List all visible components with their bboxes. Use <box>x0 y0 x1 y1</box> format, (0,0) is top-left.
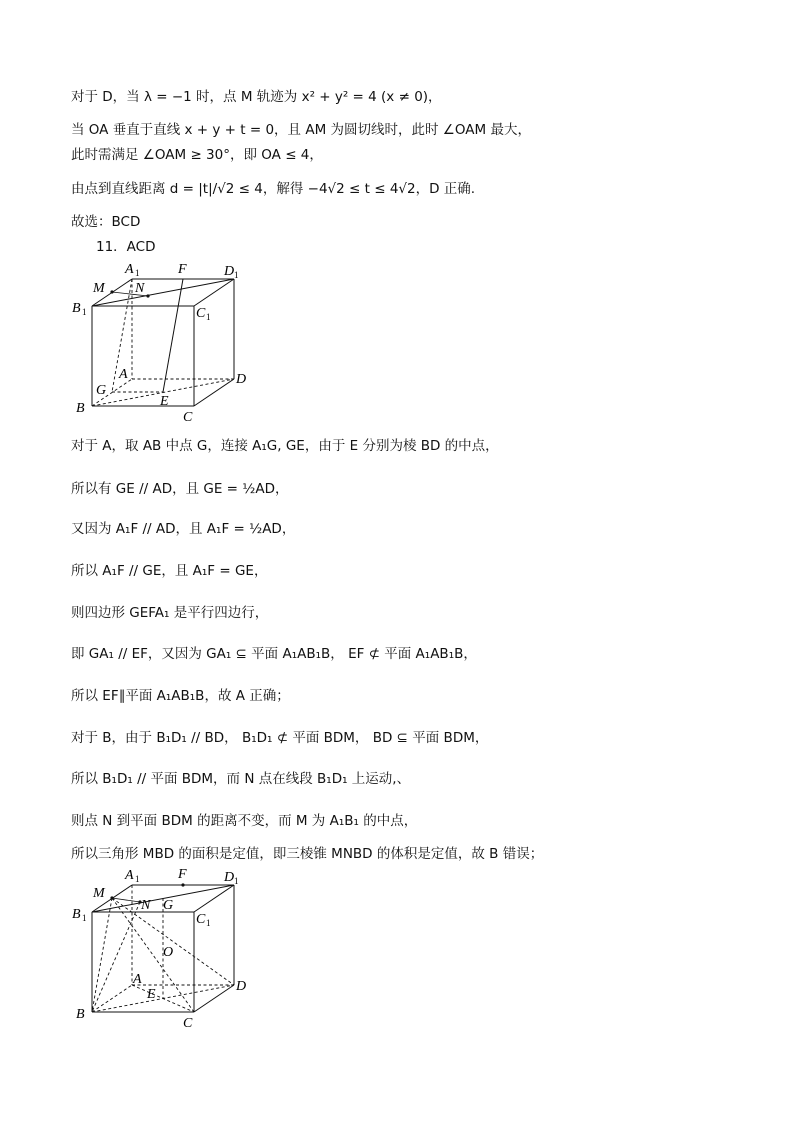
text-line-8: 又因为 A₁F // AD，且 A₁F = ½AD， <box>71 521 296 537</box>
fig1-label-c1-sub: 1 <box>206 312 211 322</box>
text-line-5: 故选：BCD <box>71 214 141 230</box>
fig2-point-f <box>181 883 184 886</box>
fig1-point-n <box>146 294 149 297</box>
text-line-2: 当 OA 垂直于直线 x + y + t = 0，且 AM 为圆切线时，此时 ∠OAM 最大， <box>71 122 531 138</box>
fig1-label-d: D <box>236 372 247 387</box>
fig2-hidden-ac <box>132 985 194 1012</box>
fig1-edge <box>194 379 234 406</box>
fig2-label-b1-sub: 1 <box>82 913 87 923</box>
fig2-label-f: F <box>178 867 187 882</box>
fig2-label-a1-sub: 1 <box>135 874 140 884</box>
text-line-3: 此时需满足 ∠OAM ≥ 30°，即 OA ≤ 4， <box>71 147 323 163</box>
fig1-label-c1: C <box>196 306 206 321</box>
text-line-9: 所以 A₁F // GE，且 A₁F = GE， <box>71 563 268 579</box>
fig2-label-c1: C <box>196 912 206 927</box>
fig2-label-e: E <box>147 987 156 1002</box>
fig1-label-d1-sub: 1 <box>234 270 239 280</box>
text-line-15: 则点 N 到平面 BDM 的距离不变，而 M 为 A₁B₁ 的中点， <box>71 813 418 829</box>
fig1-label-a: A <box>119 367 128 382</box>
fig1-label-c: C <box>183 410 193 425</box>
fig1-label-a1: A <box>125 262 134 277</box>
cube-figure-2 <box>70 864 270 1039</box>
answer-11: 11．ACD <box>96 239 156 255</box>
fig2-label-b: B <box>76 1007 85 1022</box>
text-line-6: 对于 A，取 AB 中点 G，连接 A₁G, GE，由于 E 分别为棱 BD 的中点， <box>71 438 499 454</box>
fig1-label-a1-sub: 1 <box>135 268 140 278</box>
fig1-point-m <box>110 290 113 293</box>
fig1-label-f: F <box>178 262 187 277</box>
text-line-11: 即 GA₁ // EF，又因为 GA₁ ⊆ 平面 A₁AB₁B， EF ⊄ 平面 A₁AB₁B， <box>71 646 477 662</box>
fig1-label-e: E <box>160 394 169 409</box>
cube-figure-1 <box>70 255 270 430</box>
fig1-label-b: B <box>76 401 85 416</box>
fig2-label-d1-sub: 1 <box>234 876 239 886</box>
fig1-label-n: N <box>135 281 145 296</box>
text-line-14: 所以 B₁D₁ // 平面 BDM，而 N 点在线段 B₁D₁ 上运动,、 <box>71 771 411 787</box>
text-line-13: 对于 B，由于 B₁D₁ // BD， B₁D₁ ⊄ 平面 BDM， BD ⊆ 平面 BDM， <box>71 730 489 746</box>
text-line-12: 所以 EF∥平面 A₁AB₁B，故 A 正确； <box>71 688 290 704</box>
fig2-label-n: N <box>141 898 151 913</box>
fig1-label-b1: B <box>72 301 81 316</box>
fig2-label-d1: D <box>224 870 235 885</box>
fig1-ef <box>163 279 183 392</box>
fig1-label-b1-sub: 1 <box>82 307 87 317</box>
text-line-7: 所以有 GE // AD，且 GE = ½AD， <box>71 481 289 497</box>
text-line-1: 对于 D，当 λ = −1 时，点 M 轨迹为 x² + y² = 4 (x ≠ 0)， <box>71 89 442 105</box>
fig2-label-m: M <box>93 886 105 901</box>
fig2-mn <box>112 898 140 902</box>
text-line-4: 由点到直线距离 d = |t|/√2 ≤ 4，解得 −4√2 ≤ t ≤ 4√2，D 正确. <box>71 181 476 197</box>
fig1-label-m: M <box>93 281 105 296</box>
fig2-label-g: G <box>163 898 174 913</box>
fig2-label-c1-sub: 1 <box>206 918 211 928</box>
fig2-label-o: O <box>163 945 174 960</box>
fig2-label-a1: A <box>125 868 134 883</box>
fig2-label-b1: B <box>72 907 81 922</box>
fig2-edge <box>194 985 234 1012</box>
text-line-10: 则四边形 GEFA₁ 是平行四边行， <box>71 605 269 621</box>
text-line-16: 所以三角形 MBD 的面积是定值，即三棱锥 MNBD 的体积是定值，故 B 错误； <box>71 846 544 862</box>
fig2-label-a: A <box>133 972 142 987</box>
fig2-hidden-mb <box>92 898 112 1012</box>
fig2-point-m <box>110 896 113 899</box>
fig1-label-d1: D <box>224 264 235 279</box>
fig2-label-d: D <box>236 979 247 994</box>
fig2-label-c: C <box>183 1016 193 1031</box>
fig1-label-g: G <box>96 383 107 398</box>
